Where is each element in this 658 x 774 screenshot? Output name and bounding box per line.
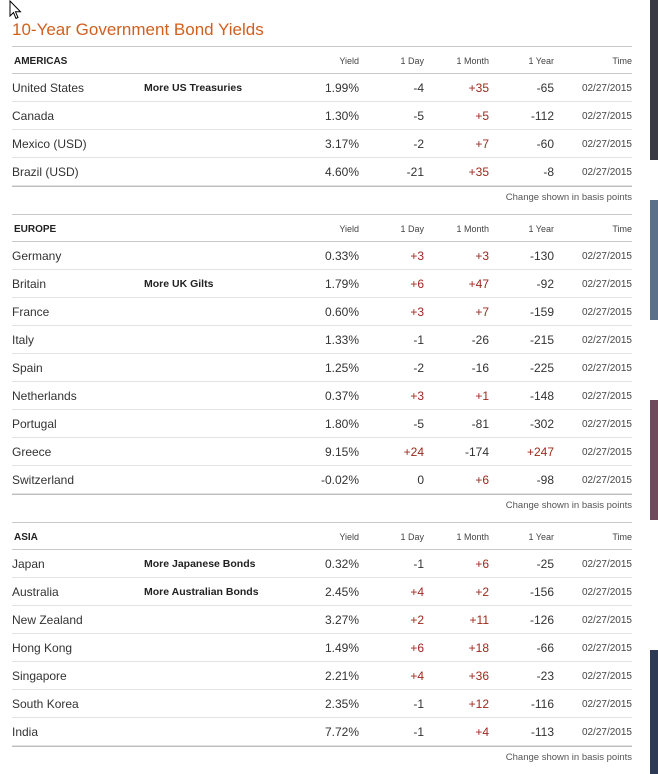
mouse-cursor-icon [9,0,22,20]
column-header-year: 1 Year [528,224,554,234]
year-change-value: -130 [529,249,554,263]
yield-value: 1.79% [324,277,359,291]
day-change-value: +4 [410,669,424,683]
year-change-value: -159 [529,305,554,319]
day-change-value: +2 [410,613,424,627]
more-bonds-link[interactable]: More UK Gilts [144,278,214,290]
quote-date: 02/27/2015 [581,727,632,738]
yield-value: 4.60% [324,165,359,179]
region-americas [12,46,632,208]
country-name: Switzerland [12,473,75,487]
table-row [12,662,632,690]
yield-value: 1.30% [324,109,359,123]
month-change-value: +7 [475,137,489,151]
day-change-value: -1 [413,697,424,711]
day-change-value: -1 [413,725,424,739]
day-change-value: -5 [413,109,424,123]
month-change-value: +47 [468,277,489,291]
table-row [12,130,632,158]
day-change-value: -21 [406,165,424,179]
country-name: France [12,305,50,319]
column-header-time: Time [612,56,632,66]
column-header-day: 1 Day [400,56,424,66]
day-change-value: -1 [413,333,424,347]
country-name: Portugal [12,417,57,431]
country-name: Britain [12,277,47,291]
more-bonds-link[interactable]: More Australian Bonds [144,586,259,598]
quote-date: 02/27/2015 [581,475,632,486]
day-change-value: +4 [410,585,424,599]
side-image [650,200,658,320]
month-change-value: -81 [471,417,489,431]
yield-value: 2.21% [324,669,359,683]
column-header-day: 1 Day [400,532,424,542]
country-name: Germany [12,249,62,263]
column-header-month: 1 Month [456,532,489,542]
yield-value: 1.25% [324,361,359,375]
column-header-yield: Yield [339,532,359,542]
yield-value: 2.45% [324,585,359,599]
table-row [12,438,632,466]
month-change-value: +7 [475,305,489,319]
month-change-value: -16 [471,361,489,375]
month-change-value: +1 [475,389,489,403]
quote-date: 02/27/2015 [581,615,632,626]
table-row [12,634,632,662]
year-change-value: -156 [529,585,554,599]
month-change-value: +12 [468,697,489,711]
table-row [12,326,632,354]
table-row [12,550,632,578]
day-change-value: -2 [413,137,424,151]
column-header-time: Time [612,224,632,234]
yield-value: 1.33% [324,333,359,347]
table-row [12,718,632,746]
day-change-value: +3 [410,249,424,263]
country-name: Spain [12,361,43,375]
quote-date: 02/27/2015 [581,643,632,654]
country-name: Netherlands [12,389,77,403]
country-name: Mexico (USD) [12,137,87,151]
country-name: Hong Kong [12,641,73,655]
more-bonds-link[interactable]: More Japanese Bonds [144,558,256,570]
table-row [12,578,632,606]
yield-value: 0.60% [324,305,359,319]
region-europe [12,214,632,516]
quote-date: 02/27/2015 [581,363,632,374]
column-header-yield: Yield [339,224,359,234]
column-header-year: 1 Year [528,56,554,66]
quote-date: 02/27/2015 [581,587,632,598]
country-name: South Korea [12,697,79,711]
year-change-value: -66 [536,641,554,655]
side-image [650,650,658,774]
quote-date: 02/27/2015 [581,307,632,318]
month-change-value: +35 [468,81,489,95]
day-change-value: +6 [410,277,424,291]
column-header-yield: Yield [339,56,359,66]
day-change-value: +3 [410,305,424,319]
yield-value: 3.17% [324,137,359,151]
yield-value: 1.80% [324,417,359,431]
yield-value: 7.72% [324,725,359,739]
table-row [12,242,632,270]
year-change-value: -98 [536,473,554,487]
quote-date: 02/27/2015 [581,279,632,290]
quote-date: 02/27/2015 [581,699,632,710]
quote-date: 02/27/2015 [581,391,632,402]
day-change-value: -1 [413,557,424,571]
month-change-value: +2 [475,585,489,599]
yield-value: 1.49% [324,641,359,655]
year-change-value: +247 [526,445,554,459]
table-row [12,270,632,298]
column-header-day: 1 Day [400,224,424,234]
year-change-value: -92 [536,277,554,291]
country-name: United States [12,81,85,95]
year-change-value: -65 [536,81,554,95]
table-row [12,466,632,494]
month-change-value: -26 [471,333,489,347]
table-row [12,410,632,438]
side-image [650,0,658,160]
year-change-value: -225 [529,361,554,375]
month-change-value: -174 [464,445,489,459]
basis-points-note: Change shown in basis points [12,186,632,208]
year-change-value: -126 [529,613,554,627]
year-change-value: -215 [529,333,554,347]
table-row [12,74,632,102]
day-change-value: +6 [410,641,424,655]
yield-value: -0.02% [320,473,359,487]
page-title: 10-Year Government Bond Yields [12,20,264,39]
yield-value: 3.27% [324,613,359,627]
day-change-value: +24 [403,445,424,459]
quote-date: 02/27/2015 [581,419,632,430]
country-name: Japan [12,557,45,571]
month-change-value: +11 [469,613,489,627]
table-row [12,102,632,130]
country-name: India [12,725,39,739]
month-change-value: +5 [475,109,489,123]
region-heading: ASIA [14,532,38,543]
quote-date: 02/27/2015 [581,251,632,262]
day-change-value: -2 [413,361,424,375]
table-row [12,606,632,634]
quote-date: 02/27/2015 [581,111,632,122]
basis-points-note: Change shown in basis points [12,746,632,768]
yield-value: 2.35% [324,697,359,711]
country-name: New Zealand [12,613,83,627]
yield-value: 0.32% [324,557,359,571]
country-name: Greece [12,445,52,459]
table-header [12,46,632,74]
quote-date: 02/27/2015 [581,167,632,178]
day-change-value: +3 [410,389,424,403]
quote-date: 02/27/2015 [581,559,632,570]
country-name: Australia [12,585,59,599]
year-change-value: -302 [529,417,554,431]
basis-points-note: Change shown in basis points [12,494,632,516]
column-header-time: Time [612,532,632,542]
country-name: Singapore [12,669,67,683]
country-name: Brazil (USD) [12,165,79,179]
yield-value: 0.33% [324,249,359,263]
month-change-value: +4 [475,725,489,739]
quote-date: 02/27/2015 [581,139,632,150]
year-change-value: -113 [530,725,554,739]
country-name: Italy [12,333,35,347]
adjacent-content-sliver [650,0,658,774]
quote-date: 02/27/2015 [581,335,632,346]
day-change-value: -5 [413,417,424,431]
region-asia [12,522,632,768]
year-change-value: -112 [530,109,554,123]
month-change-value: +18 [468,641,489,655]
column-header-month: 1 Month [456,56,489,66]
year-change-value: -60 [536,137,554,151]
month-change-value: +36 [468,669,489,683]
year-change-value: -116 [530,697,554,711]
day-change-value: 0 [417,473,424,487]
region-heading: AMERICAS [14,56,68,67]
quote-date: 02/27/2015 [581,447,632,458]
yield-value: 0.37% [324,389,359,403]
table-row [12,158,632,186]
table-header [12,522,632,550]
yield-value: 9.15% [324,445,359,459]
year-change-value: -148 [529,389,554,403]
year-change-value: -8 [543,165,554,179]
table-row [12,354,632,382]
yield-value: 1.99% [324,81,359,95]
month-change-value: +3 [475,249,489,263]
day-change-value: -4 [413,81,424,95]
month-change-value: +6 [475,557,489,571]
month-change-value: +35 [468,165,489,179]
month-change-value: +6 [475,473,489,487]
column-header-month: 1 Month [456,224,489,234]
table-row [12,382,632,410]
quote-date: 02/27/2015 [581,671,632,682]
country-name: Canada [12,109,55,123]
year-change-value: -23 [536,669,554,683]
side-image [650,400,658,520]
year-change-value: -25 [536,557,554,571]
quote-date: 02/27/2015 [581,83,632,94]
region-heading: EUROPE [14,224,57,235]
table-header [12,214,632,242]
table-row [12,298,632,326]
column-header-year: 1 Year [528,532,554,542]
more-bonds-link[interactable]: More US Treasuries [144,82,243,94]
table-row [12,690,632,718]
